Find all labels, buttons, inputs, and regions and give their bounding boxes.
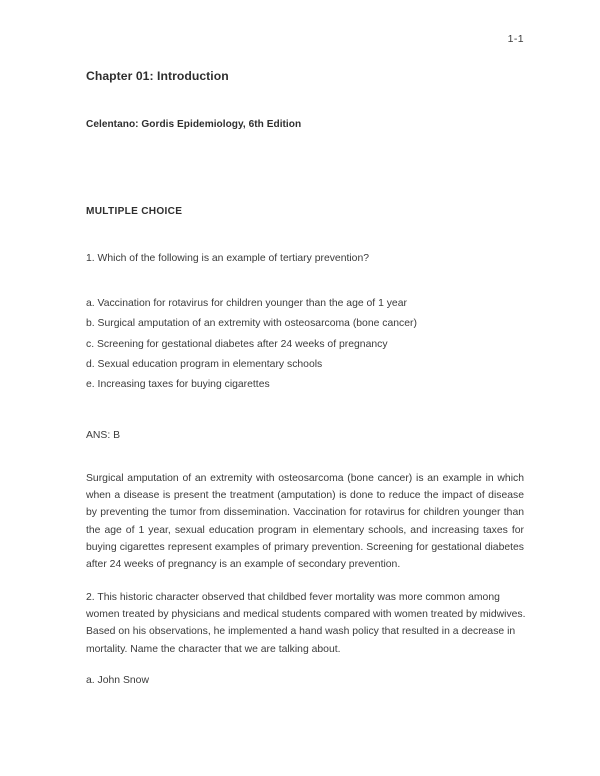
- question-2-option-a: a. John Snow: [86, 675, 149, 686]
- question-2-stem: 2. This historic character observed that childbed fever mortality was more common among women treated by physicians and medical students compared with women treated by midwives. Based on his observations, he implemented a hand wash policy that resulted in a decrease in mortality. Name the character that we are talking about.: [86, 592, 526, 655]
- question-1-option-a: a. Vaccination for rotavirus for children younger than the age of 1 year: [86, 298, 407, 309]
- section-heading-multiple-choice: MULTIPLE CHOICE: [86, 206, 183, 217]
- question-1-option-e: e. Increasing taxes for buying cigarettes: [86, 379, 270, 391]
- question-1-option-b: b. Surgical amputation of an extremity with osteosarcoma (bone cancer): [86, 318, 417, 330]
- page-number: 1-1: [507, 33, 524, 45]
- question-1-explanation: Surgical amputation of an extremity with osteosarcoma (bone cancer) is an example in which when a disease is present the treatment (amputation) is done to reduce the impact of disease by preventing the tumor from dissemination. Vaccination for rotavirus for children younger than the age of 1 year, sexual education program in elementary schools, and increasing taxes for buying cigarettes represent examples of primary prevention. Screening for gestational diabetes after 24 weeks of pregnancy is an example of secondary prevention.: [86, 473, 524, 571]
- question-1-option-d: d. Sexual education program in elementary schools: [86, 358, 323, 370]
- question-1-stem: 1. Which of the following is an example of tertiary prevention?: [86, 253, 370, 264]
- question-1-options: [86, 294, 524, 395]
- page-title: Chapter 01: Introduction: [86, 69, 229, 83]
- edition-subtitle: Celentano: Gordis Epidemiology, 6th Edition: [86, 119, 302, 130]
- question-1-answer: ANS: B: [86, 430, 121, 441]
- question-1-option-c: c. Screening for gestational diabetes after 24 weeks of pregnancy: [86, 338, 388, 350]
